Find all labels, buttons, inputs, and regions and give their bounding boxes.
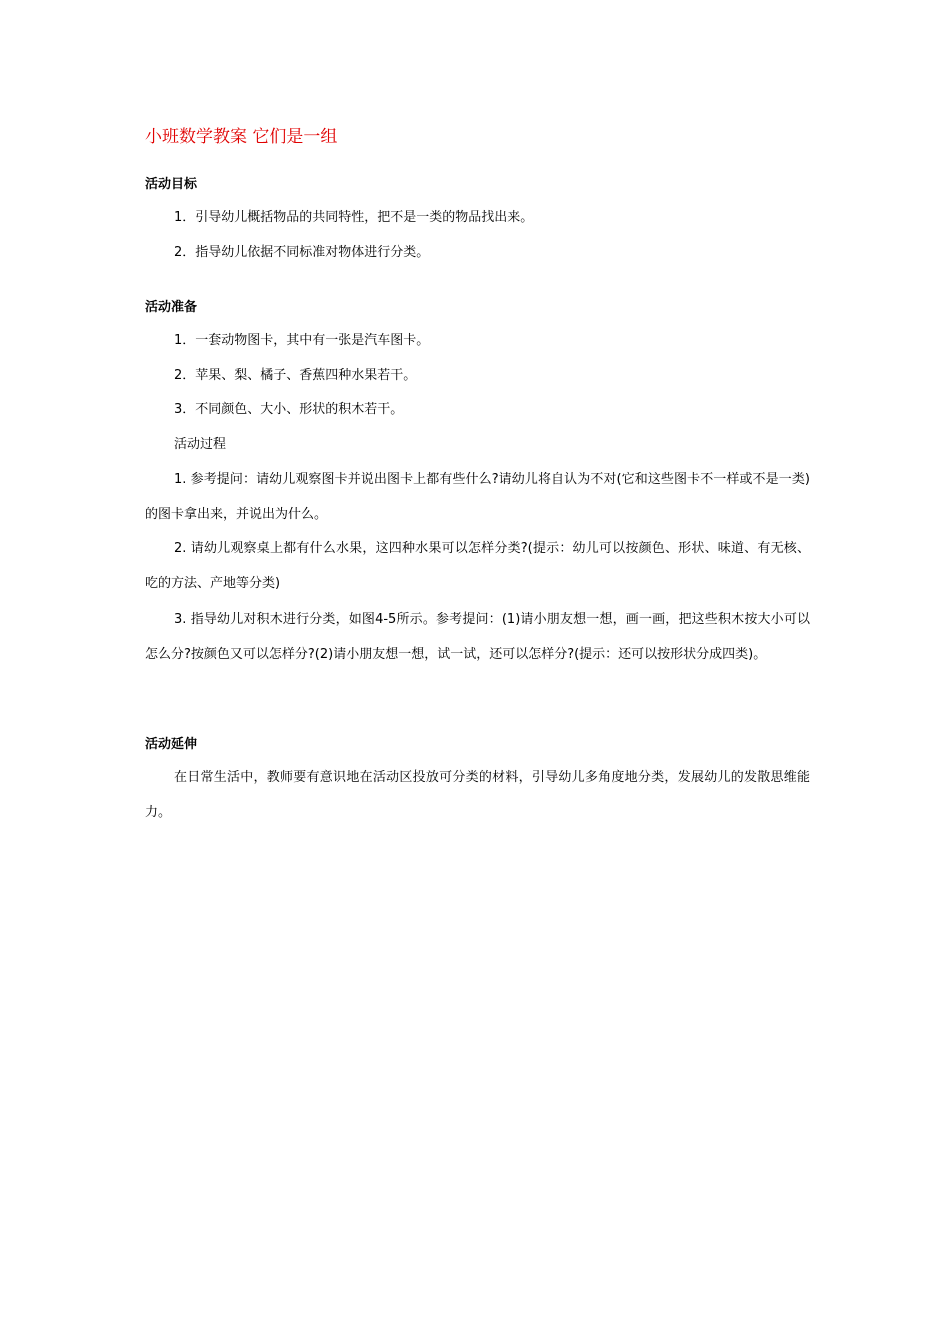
heading-process: 活动过程: [174, 437, 227, 452]
process-item-1: 1. 参考提问：请幼儿观察图卡并说出图卡上都有些什么?请幼儿将自认为不对(它和这些图卡不一样或不是一类)的图卡拿出来，并说出为什么。: [145, 472, 810, 522]
heading-extension: 活动延伸: [145, 737, 198, 752]
goal-item-1: 1．引导幼儿概括物品的共同特性，把不是一类的物品找出来。: [174, 210, 534, 225]
extension-text: 在日常生活中，教师要有意识地在活动区投放可分类的材料，引导幼儿多角度地分类，发展幼儿的发散思维能力。: [145, 770, 810, 820]
prep-item-3: 3．不同颜色、大小、形状的积木若干。: [174, 402, 404, 417]
prep-item-2: 2．苹果、梨、橘子、香蕉四种水果若干。: [174, 368, 417, 383]
process-item-2: 2. 请幼儿观察桌上都有什么水果，这四种水果可以怎样分类?(提示：幼儿可以按颜色、形状、味道、有无核、吃的方法、产地等分类): [145, 541, 810, 591]
goal-item-2: 2．指导幼儿依据不同标准对物体进行分类。: [174, 245, 430, 260]
heading-goals: 活动目标: [145, 177, 198, 192]
prep-item-1: 1．一套动物图卡，其中有一张是汽车图卡。: [174, 333, 430, 348]
heading-prep: 活动准备: [145, 300, 198, 315]
process-item-3: 3. 指导幼儿对积木进行分类，如图4-5所示。参考提问：(1)请小朋友想一想，画一画，把这些积木按大小可以怎么分?按颜色又可以怎样分?(2)请小朋友想一想，试一试，还可以怎样分?(提示：还可以按形状分成四类)。: [145, 612, 810, 662]
document-title: 小班数学教案 它们是一组: [145, 127, 338, 147]
